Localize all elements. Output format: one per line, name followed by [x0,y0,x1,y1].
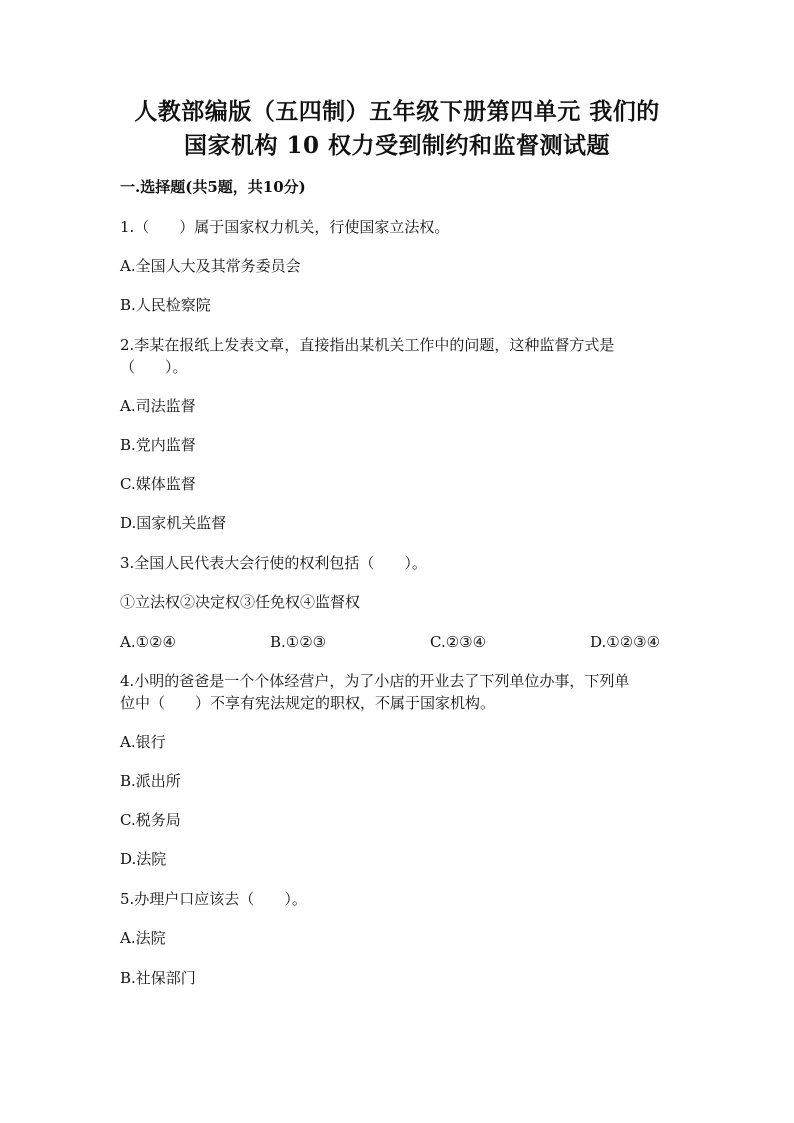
question-3-option-b: B.①②③ [270,633,327,651]
question-3-stem: 3.全国人民代表大会行使的权利包括（ ）。 [120,554,427,572]
question-3-option-d: D.①②③④ [590,633,661,651]
question-1-option-a: A.全国人大及其常务委员会 [120,257,301,275]
page-title-line-1: 人教部编版（五四制）五年级下册第四单元 我们的 [134,98,660,125]
question-2-option-b: B.党内监督 [120,436,196,454]
question-3-option-c: C.②③④ [430,633,487,651]
question-4-stem-line-2: 位中（ ）不享有宪法规定的职权，不属于国家机构。 [120,694,496,712]
question-2-stem-line-2: （ ）。 [120,358,188,376]
question-4-option-a: A.银行 [120,733,166,751]
question-3-note: ①立法权②决定权③任免权④监督权 [120,593,361,611]
page-title-line-2: 国家机构 10 权力受到制约和监督测试题 [183,132,611,159]
question-4-option-b: B.派出所 [120,772,181,790]
question-4-option-c: C.税务局 [120,811,181,829]
question-4-stem-line-1: 4.小明的爸爸是一个个体经营户，为了小店的开业去了下列单位办事，下列单 [120,672,630,690]
question-4-option-d: D.法院 [120,850,167,868]
question-1-stem: 1.（ ）属于国家权力机关，行使国家立法权。 [120,218,450,236]
question-2-option-a: A.司法监督 [120,397,196,415]
question-5-option-a: A.法院 [120,929,166,947]
question-3-option-a: A.①②④ [120,633,176,651]
section-heading: 一.选择题(共5题，共10分) [120,178,306,196]
question-1-option-b: B.人民检察院 [120,296,211,314]
question-2-option-d: D.国家机关监督 [120,514,227,532]
question-5-option-b: B.社保部门 [120,969,196,987]
question-5-stem: 5.办理户口应该去（ ）。 [120,890,307,908]
question-2-option-c: C.媒体监督 [120,475,196,493]
question-2-stem-line-1: 2.李某在报纸上发表文章，直接指出某机关工作中的问题，这种监督方式是 [120,336,615,354]
